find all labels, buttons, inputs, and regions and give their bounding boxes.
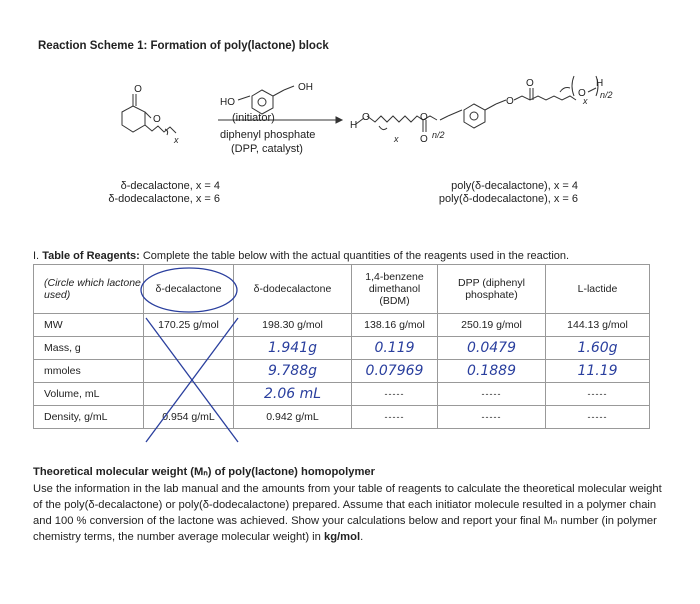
table-cell: ----- (546, 383, 650, 406)
table-cell: ----- (438, 383, 546, 406)
svg-text:O: O (506, 96, 514, 107)
column-header[interactable]: δ-dodecalactone (234, 265, 352, 314)
table-cell: 138.16 g/mol (352, 314, 438, 337)
svg-text:n/2: n/2 (600, 90, 613, 100)
polymer-label-dodecalactone: poly(δ-dodecalactone), x = 6 (438, 193, 578, 205)
svg-text:O: O (153, 114, 161, 125)
table-cell[interactable]: 2.06 mL (234, 383, 352, 406)
table-cell: 0.942 g/mL (234, 406, 352, 429)
theoretical-mw-title: Theoretical molecular weight (Mₙ) of poly(lactone) homopolymer (33, 466, 375, 478)
table-cell: 0.954 g/mL (144, 406, 234, 429)
svg-text:H: H (596, 78, 604, 89)
table-cell: 170.25 g/mol (144, 314, 234, 337)
svg-text:O: O (420, 134, 428, 145)
row-label: mmoles (34, 360, 144, 383)
table-cell: ----- (546, 406, 650, 429)
column-header[interactable]: δ-decalactone (144, 265, 234, 314)
table-cell: 198.30 g/mol (234, 314, 352, 337)
column-header: 1,4-benzene dimethanol (BDM) (352, 265, 438, 314)
svg-text:O: O (420, 112, 428, 123)
monomer-label-dodecalactone: δ-dodecalactone, x = 6 (108, 193, 220, 205)
section-number: I. (33, 250, 40, 262)
initiator-label: (initiator) (232, 112, 275, 124)
section-heading: Table of Reagents: (42, 250, 140, 262)
circle-mark (141, 268, 237, 312)
table-cell[interactable]: 0.07969 (352, 360, 438, 383)
column-header: L-lactide (546, 265, 650, 314)
theoretical-mw-instructions (33, 481, 673, 545)
table-cell: 250.19 g/mol (438, 314, 546, 337)
scheme-title: Reaction Scheme 1: Formation of poly(lactone) block (38, 40, 329, 52)
table-cell: 144.13 g/mol (546, 314, 650, 337)
unit-label: kg/mol (324, 531, 361, 543)
polymer-label-decalactone: poly(δ-decalactone), x = 4 (451, 180, 578, 192)
table-cell[interactable]: 9.788g (234, 360, 352, 383)
sentence-end: . (360, 531, 364, 543)
svg-text:O: O (362, 112, 370, 123)
row-label: Density, g/mL (34, 406, 144, 429)
monomer-label-decalactone: δ-decalactone, x = 4 (120, 180, 220, 192)
svg-text:HO: HO (220, 97, 235, 108)
svg-text:x: x (174, 135, 179, 145)
section-instructions: Complete the table below with the actual quantities of the reagents used in the reaction. (142, 250, 570, 262)
svg-text:O: O (578, 88, 586, 99)
table-cell[interactable]: 1.60g (546, 337, 650, 360)
theoretical-mw-body: Use the information in the lab manual and the amounts from your table of reagents to calculate the theoretical molecular weight of the poly(δ-decalactone) or poly(δ-dodecalactone) prepared. Assume that each initiator molecule resulted in a polymer chain and 100 % conversion of the lactone was achieved. Show your calculations below and report your final Mₙ number (in polymer chemistry terms, the number average molecular weight) in (33, 483, 662, 543)
catalyst-abbrev: (DPP, catalyst) (231, 143, 303, 155)
row-label: Mass, g (34, 337, 144, 360)
catalyst-label: diphenyl phosphate (220, 129, 316, 141)
corner-label: (Circle which lactone used) (34, 265, 144, 314)
table-cell[interactable]: 1.941g (234, 337, 352, 360)
table-cell: ----- (352, 406, 438, 429)
table-cell[interactable]: 11.19 (546, 360, 650, 383)
column-header: DPP (diphenyl phosphate) (438, 265, 546, 314)
svg-text:O: O (526, 78, 534, 89)
table-cell[interactable]: 0.1889 (438, 360, 546, 383)
svg-text:H: H (350, 120, 358, 131)
svg-text:OH: OH (298, 82, 313, 93)
table-cell: ----- (438, 406, 546, 429)
svg-text:n/2: n/2 (432, 130, 445, 140)
svg-text:x: x (394, 134, 399, 144)
row-label: Volume, mL (34, 383, 144, 406)
row-label: MW (34, 314, 144, 337)
svg-text:O: O (134, 84, 142, 95)
table-cell[interactable]: 0.119 (352, 337, 438, 360)
table-cell[interactable]: 0.0479 (438, 337, 546, 360)
svg-text:x: x (583, 96, 588, 106)
table-cell: ----- (352, 383, 438, 406)
